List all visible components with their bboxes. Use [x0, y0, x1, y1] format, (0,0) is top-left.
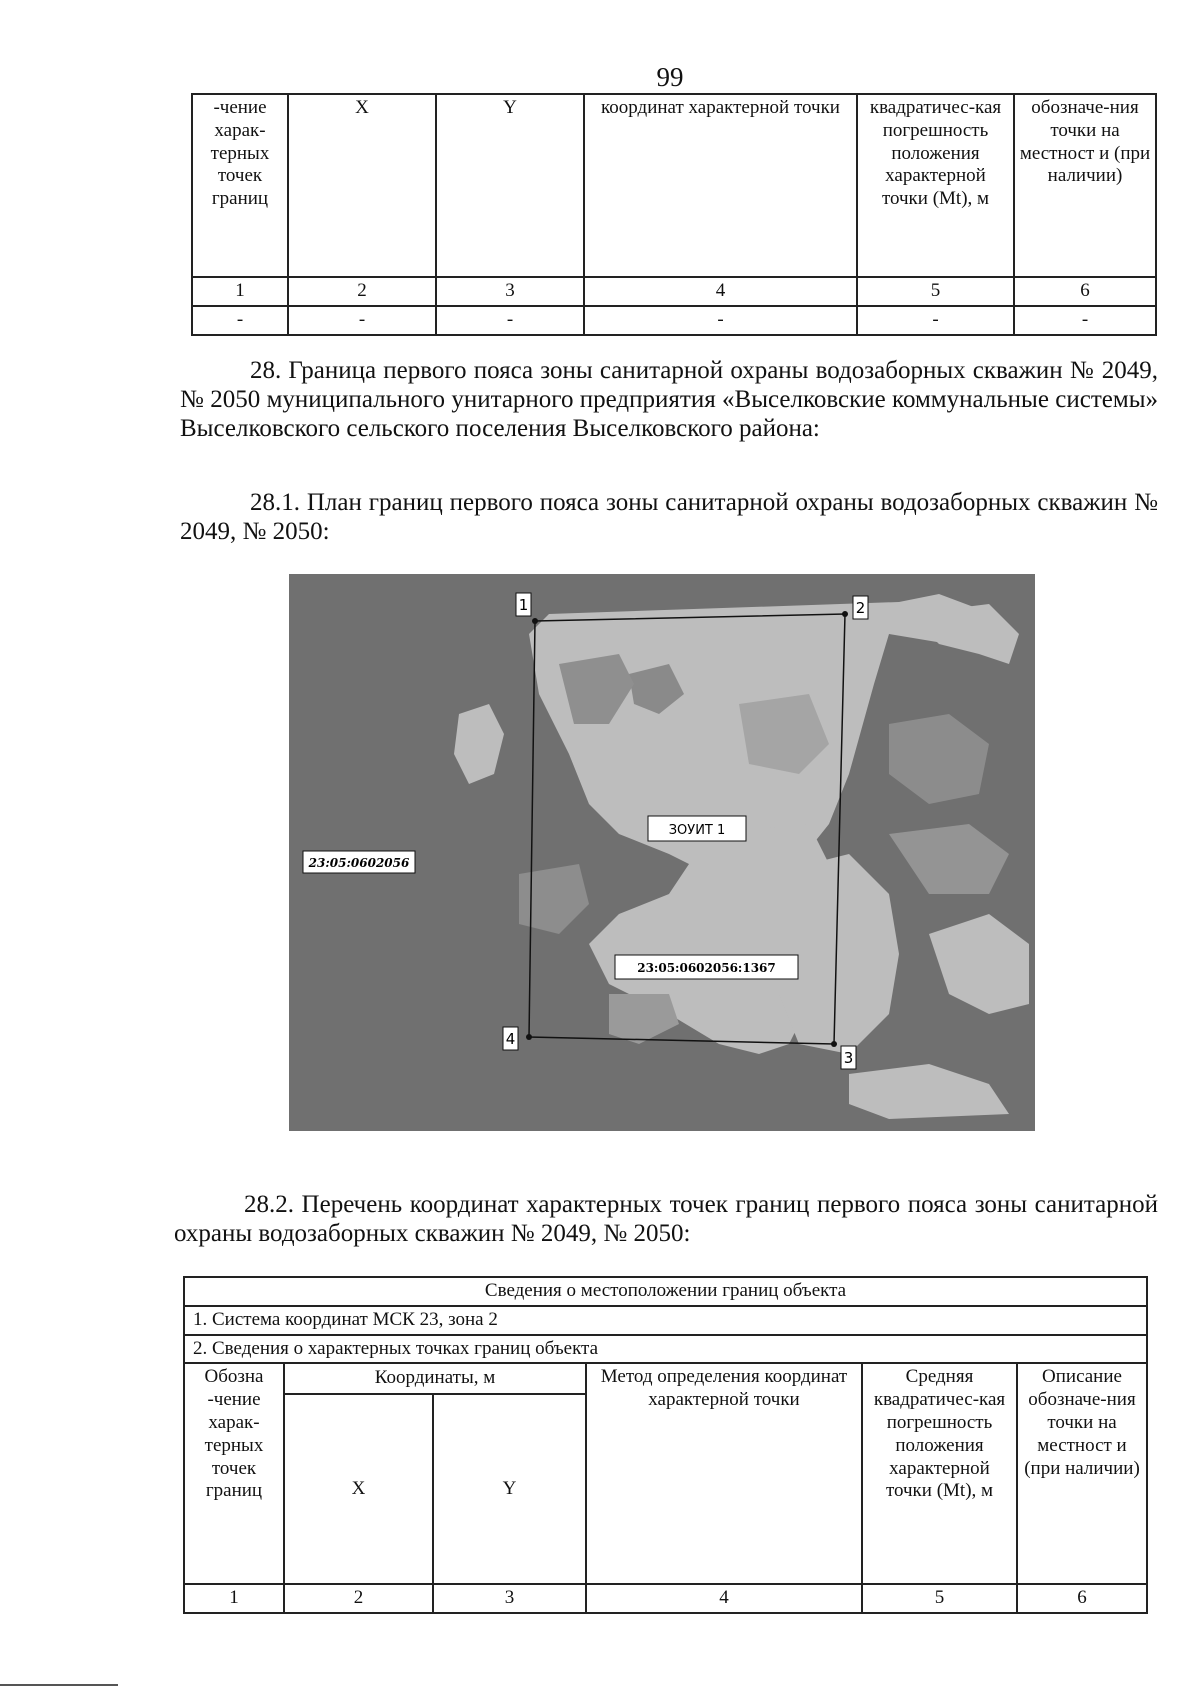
point-4-marker: [526, 1034, 532, 1040]
point-4-label: [503, 1027, 518, 1050]
top-header-y: Y: [436, 94, 584, 277]
top-row-cell: -: [192, 306, 288, 335]
cadastral-quarter-label: [303, 851, 415, 873]
header-point: Обозна -чение харак-терных точек границ: [184, 1363, 284, 1584]
bottom-number-cell: 5: [862, 1584, 1017, 1613]
top-header-method: координат характерной точки: [584, 94, 857, 277]
top-row-cell: -: [857, 306, 1014, 335]
section-28-1-paragraph: [180, 488, 1158, 546]
top-number-cell: 3: [436, 277, 584, 306]
header-y: Y: [433, 1394, 586, 1584]
section-28-2-paragraph: [174, 1190, 1158, 1248]
header-coordinates: Координаты, м: [284, 1363, 586, 1394]
top-row-cell: -: [1014, 306, 1156, 335]
bottom-number-cell: 4: [586, 1584, 862, 1613]
section-28-paragraph: [180, 356, 1158, 443]
top-row-cell: -: [584, 306, 857, 335]
cadastral-parcel-text: 23:05:0602056:1367: [637, 961, 776, 975]
coordinate-system-row: 1. Система координат МСК 23, зона 2: [184, 1306, 1147, 1335]
section-28-2-text: 28.2. Перечень координат характерных точек границ первого пояса зоны санитарной охраны водозаборных скважин № 2049, № 2050:: [174, 1191, 1158, 1247]
boundary-plan-map: [289, 574, 1035, 1131]
top-number-cell: 1: [192, 277, 288, 306]
page-number: 99: [656, 62, 684, 92]
point-3-text: 3: [843, 1049, 854, 1067]
top-number-cell: 5: [857, 277, 1014, 306]
point-3-label: [841, 1046, 856, 1069]
bottom-coordinates-table: [183, 1276, 1148, 1614]
point-1-label: [516, 593, 531, 616]
top-number-cell: 4: [584, 277, 857, 306]
top-header-x: X: [288, 94, 436, 277]
points-info-row: 2. Сведения о характерных точках границ объекта: [184, 1335, 1147, 1364]
point-2-text: 2: [855, 599, 866, 617]
section-28-1-text: 28.1. План границ первого пояса зоны санитарной охраны водозаборных скважин № 2049, № 2050:: [180, 489, 1158, 545]
zone-label: [648, 816, 746, 841]
header-x: X: [284, 1394, 433, 1584]
zone-label-text: ЗОУИТ 1: [668, 823, 726, 838]
point-3-marker: [831, 1041, 837, 1047]
top-row-cell: -: [436, 306, 584, 335]
top-number-cell: 6: [1014, 277, 1156, 306]
cadastral-quarter-text: 23:05:0602056: [308, 856, 410, 870]
point-1-marker: [532, 618, 538, 624]
top-row-cell: -: [288, 306, 436, 335]
bottom-number-cell: 6: [1017, 1584, 1147, 1613]
table-title: Сведения о местоположении границ объекта: [184, 1277, 1147, 1306]
section-28-text: 28. Граница первого пояса зоны санитарной охраны водозаборных скважин № 2049, № 2050 муниципального унитарного предприятия «Выселковские коммунальные системы» Выселковского сельского поселения Выселковского района:: [180, 357, 1158, 442]
top-header-desc: обозначе-ния точки на местност и (при наличии): [1014, 94, 1156, 277]
footer-line: [0, 1684, 118, 1686]
top-number-cell: 2: [288, 277, 436, 306]
bottom-number-cell: 3: [433, 1584, 586, 1613]
bottom-number-cell: 2: [284, 1584, 433, 1613]
top-header-point: -чение харак-терных точек границ: [192, 94, 288, 277]
point-1-text: 1: [518, 596, 529, 614]
top-coordinates-table: [191, 93, 1157, 336]
header-error: Средняя квадратичес-кая погрешность положения характерной точки (Mt), м: [862, 1363, 1017, 1584]
cadastral-parcel-label: [615, 955, 798, 979]
bottom-number-cell: 1: [184, 1584, 284, 1613]
top-header-error: квадратичес-кая погрешность положения характерной точки (Mt), м: [857, 94, 1014, 277]
point-2-label: [853, 596, 868, 619]
header-description: Описание обозначе-ния точки на местност и (при наличии): [1017, 1363, 1147, 1584]
point-2-marker: [842, 611, 848, 617]
header-method: Метод определения координат характерной точки: [586, 1363, 862, 1584]
point-4-text: 4: [505, 1030, 516, 1048]
